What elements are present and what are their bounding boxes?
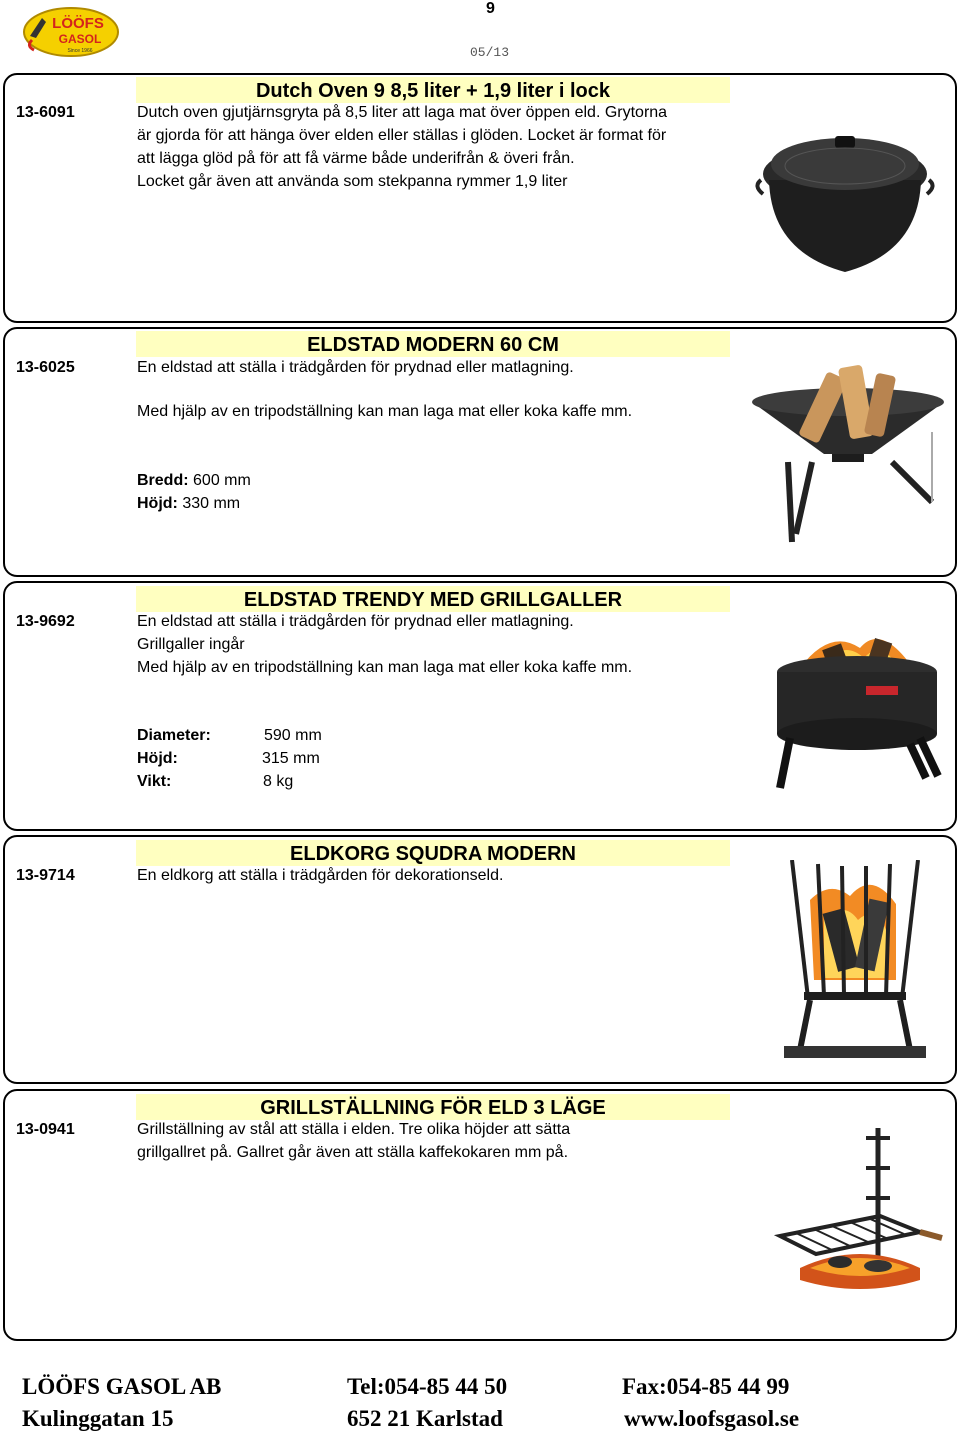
spec-value: 330 mm xyxy=(182,495,241,512)
footer-street: Kulinggatan 15 xyxy=(22,1406,174,1431)
footer-fax: Fax:054-85 44 99 xyxy=(622,1374,790,1399)
article-number: 13-9692 xyxy=(16,613,75,630)
logo-since: Since 1966 xyxy=(67,48,93,54)
spec-row xyxy=(137,470,251,492)
product-title: ELDSTAD MODERN 60 CM xyxy=(136,331,730,357)
spec-label: Höjd: xyxy=(137,750,178,767)
fire-bowl-image xyxy=(752,362,944,544)
article-number: 13-0941 xyxy=(16,1121,75,1138)
grill-stand-image xyxy=(770,1128,950,1298)
description-line: Dutch oven gjutjärnsgryta på 8,5 liter att laga mat över öppen eld. Grytorna xyxy=(137,104,668,121)
footer-web[interactable]: www.loofsgasol.se xyxy=(624,1406,800,1431)
description-line: En eldkorg att ställa i trädgården för dekorationseld. xyxy=(137,867,504,884)
spec-row xyxy=(137,771,293,793)
spec-label: Höjd: xyxy=(137,495,178,512)
article-number: 13-6091 xyxy=(16,104,75,121)
product-title: GRILLSTÄLLNING FÖR ELD 3 LÄGE xyxy=(136,1094,730,1120)
description-line: är gjorda för att hänga över elden eller ställas i glöden. Locket är format för xyxy=(137,127,667,144)
spec-value: 600 mm xyxy=(193,472,251,489)
spec-label: Diameter: xyxy=(137,727,211,744)
spec-row xyxy=(137,493,240,515)
footer-city: 652 21 Karlstad xyxy=(347,1406,503,1431)
logo-sub: GASOL xyxy=(58,32,102,46)
description-line: Grillställning av stål att ställa i elden. Tre olika höjder att sätta xyxy=(137,1121,571,1138)
spec-value: 315 mm xyxy=(262,750,320,767)
spec-value: 590 mm xyxy=(264,727,322,744)
description-line: att lägga glöd på för att få värme både underifrån & överi från. xyxy=(137,150,575,167)
article-number: 13-6025 xyxy=(16,359,75,376)
description-line: Med hjälp av en tripodställning kan man laga mat eller koka kaffe mm. xyxy=(137,403,633,420)
page-number: 9 xyxy=(486,0,495,17)
company-logo xyxy=(22,6,120,58)
spec-row xyxy=(137,748,320,770)
description-line: Grillgaller ingår xyxy=(137,636,245,653)
logo-text: LÖÖFS xyxy=(52,15,104,32)
product-title: ELDSTAD TRENDY MED GRILLGALLER xyxy=(136,586,730,612)
description-line: En eldstad att ställa i trädgården för prydnad eller matlagning. xyxy=(137,359,574,376)
spec-label: Bredd: xyxy=(137,472,189,489)
description-line: Med hjälp av en tripodställning kan man laga mat eller koka kaffe mm. xyxy=(137,659,633,676)
footer-phone: Tel:054-85 44 50 xyxy=(347,1374,508,1399)
product-title: ELDKORG SQUDRA MODERN xyxy=(136,840,730,866)
description-line: En eldstad att ställa i trädgården för prydnad eller matlagning. xyxy=(137,613,574,630)
fire-ring-image xyxy=(770,628,945,790)
spec-value: 8 kg xyxy=(263,773,294,790)
description-line: grillgallret på. Gallret går även att ställa kaffekokaren mm på. xyxy=(137,1144,569,1161)
dutch-oven-image xyxy=(755,122,935,282)
spec-label: Vikt: xyxy=(137,773,172,790)
product-title: Dutch Oven 9 8,5 liter + 1,9 liter i lock xyxy=(136,77,730,103)
article-number: 13-9714 xyxy=(16,867,75,884)
description-line: Locket går även att använda som stekpanna rymmer 1,9 liter xyxy=(137,173,568,190)
fire-basket-image xyxy=(780,860,930,1070)
date-code: 05/13 xyxy=(470,45,510,60)
spec-row xyxy=(137,725,322,747)
footer-company: LÖÖFS GASOL AB xyxy=(22,1374,222,1399)
